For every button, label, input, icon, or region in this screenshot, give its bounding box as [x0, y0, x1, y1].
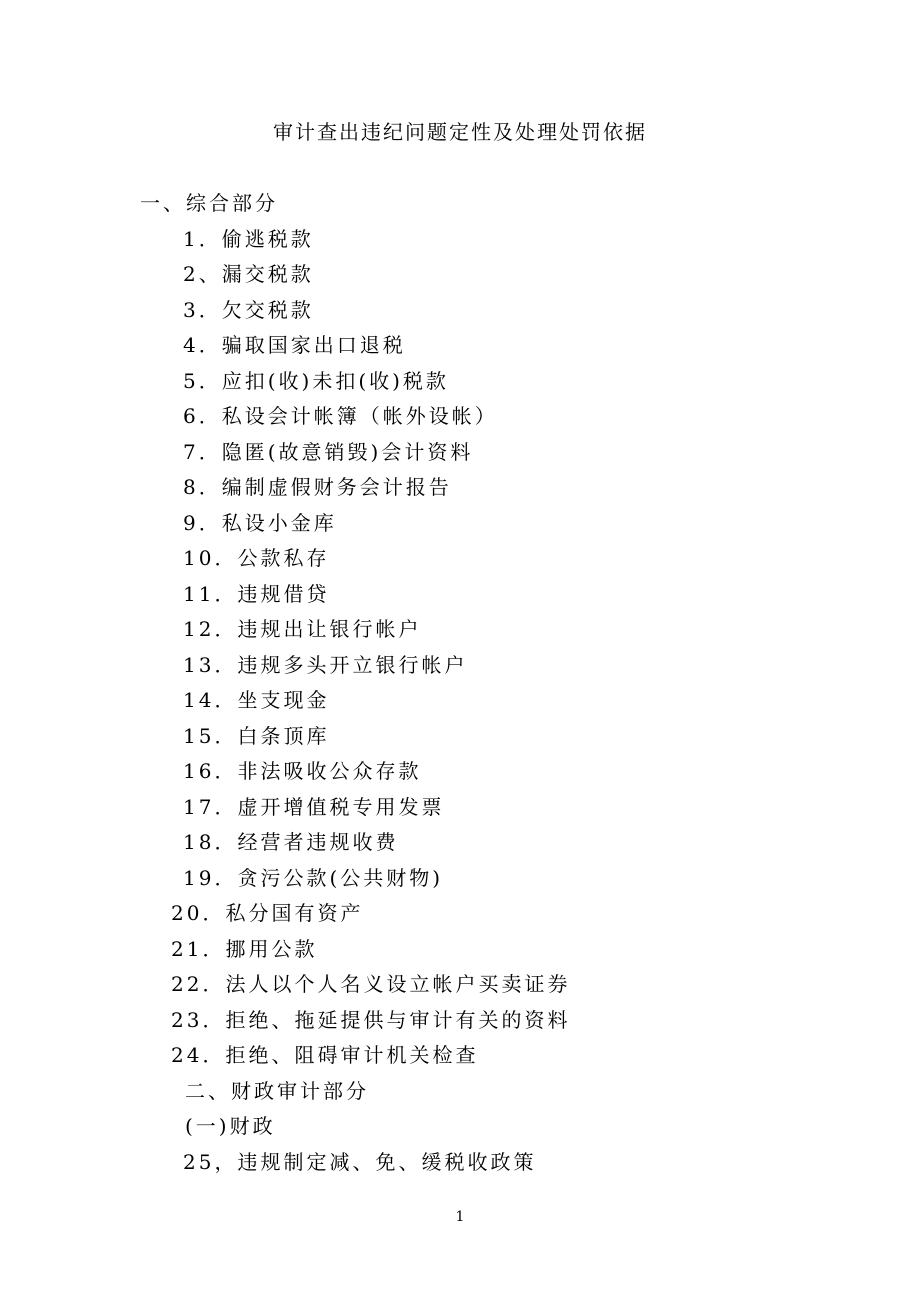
list-item: 17．虚开增值税专用发票 [183, 795, 445, 819]
list-item: 20．私分国有资产 [171, 901, 364, 925]
list-item: 10．公款私存 [183, 546, 330, 570]
list-item: 9．私设小金库 [183, 511, 337, 535]
page-number: 1 [455, 1209, 465, 1225]
list-item: 8．编制虚假财务会计报告 [183, 475, 452, 499]
list-item: 2、漏交税款 [183, 262, 314, 286]
list-item: 13．违规多头开立银行帐户 [183, 653, 468, 677]
list-item: 7．隐匿(故意销毁)会计资料 [183, 440, 474, 464]
list-item: 6．私设会计帐簿（帐外设帐） [183, 404, 498, 428]
section-heading-general: 一、综合部分 [140, 191, 278, 215]
list-item: 21．挪用公款 [171, 937, 318, 961]
list-item: 22．法人以个人名义设立帐户买卖证券 [171, 972, 571, 996]
document-title: 审计查出违纪问题定性及处理处罚依据 [273, 120, 647, 144]
list-item: 1．偷逃税款 [183, 227, 314, 251]
list-item: 19．贪污公款(公共财物) [183, 866, 444, 890]
list-item: 3．欠交税款 [183, 298, 314, 322]
section-heading-fiscal-audit: 二、财政审计部分 [185, 1079, 369, 1103]
list-item: 4．骗取国家出口退税 [183, 333, 406, 357]
list-item: 23．拒绝、拖延提供与审计有关的资料 [171, 1008, 571, 1032]
list-item: 5．应扣(收)未扣(收)税款 [183, 369, 449, 393]
list-item: 12．违规出让银行帐户 [183, 617, 422, 641]
list-item: 16．非法吸收公众存款 [183, 759, 422, 783]
list-item: 15．白条顶库 [183, 724, 330, 748]
list-item: 25，违规制定减、免、缓税收政策 [183, 1150, 537, 1174]
list-item: 24．拒绝、阻碍审计机关检查 [171, 1043, 479, 1067]
subsection-heading-finance: (一)财政 [185, 1114, 276, 1138]
list-item: 11．违规借贷 [183, 582, 330, 606]
list-item: 14．坐支现金 [183, 688, 330, 712]
list-item: 18．经营者违规收费 [183, 830, 399, 854]
